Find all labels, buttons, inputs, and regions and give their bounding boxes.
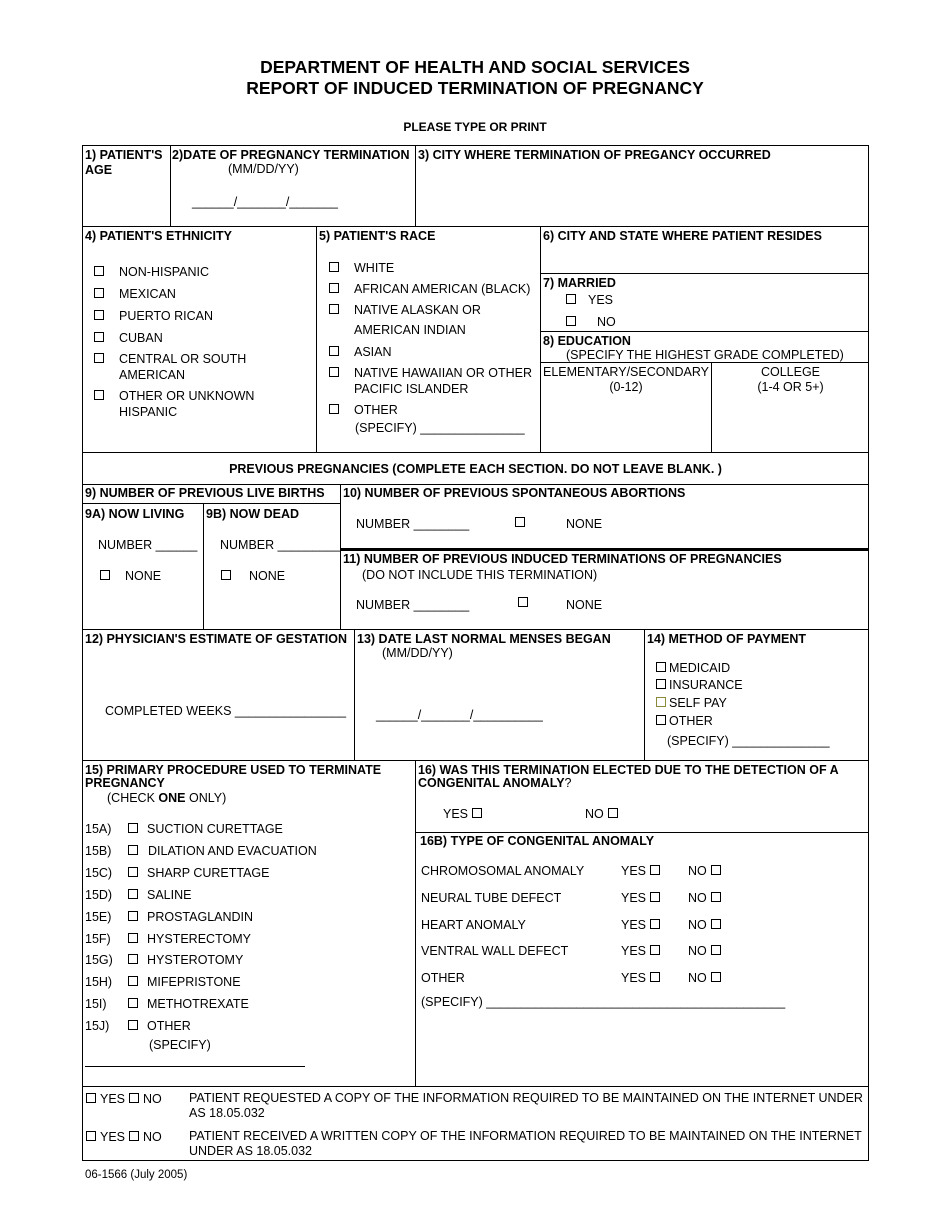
checkbox-icon[interactable] <box>656 679 666 689</box>
completed-weeks-field[interactable]: COMPLETED WEEKS ________________ <box>105 704 347 718</box>
checkbox-icon[interactable] <box>86 1131 96 1141</box>
checkbox-icon[interactable] <box>329 304 339 314</box>
ethnicity-option[interactable]: NON-HISPANIC <box>94 264 269 280</box>
instruction-text: PLEASE TYPE OR PRINT <box>403 120 547 134</box>
s1-label: 1) PATIENT'S AGE <box>85 148 163 177</box>
anomaly-yes[interactable]: YES <box>621 863 660 879</box>
procedure-option[interactable]: 15C) SHARP CURETTAGE <box>85 866 270 880</box>
now-living-number-field[interactable]: NUMBER ______ <box>98 538 198 552</box>
checkbox-icon[interactable] <box>94 390 104 400</box>
anomaly-type-label: HEART ANOMALY <box>421 918 526 932</box>
procedure-specify-line[interactable] <box>85 1066 305 1067</box>
anomaly-no[interactable]: NO <box>688 970 721 986</box>
spontaneous-number-field[interactable]: NUMBER ________ <box>356 517 470 531</box>
checkbox-icon[interactable] <box>329 404 339 414</box>
checkbox-icon[interactable] <box>329 367 339 377</box>
married-yes[interactable]: YES <box>566 292 613 308</box>
anomaly-no[interactable]: NO <box>688 917 721 933</box>
s16b-label: 16B) TYPE OF CONGENITAL ANOMALY <box>420 834 655 848</box>
anomaly-elected-yes[interactable]: YES <box>443 806 482 822</box>
anomaly-specify-field[interactable]: (SPECIFY) ___________________________________________ <box>421 995 786 1009</box>
checkbox-icon[interactable] <box>650 972 660 982</box>
induced-none-checkbox-icon[interactable] <box>518 597 528 607</box>
s9a-label: 9A) NOW LIVING <box>85 507 185 521</box>
checkbox-icon[interactable] <box>128 845 138 855</box>
anomaly-type-label: CHROMOSOMAL ANOMALY <box>421 864 585 878</box>
checkbox-icon[interactable] <box>128 823 138 833</box>
race-option[interactable]: ASIAN <box>329 344 544 360</box>
anomaly-elected-no[interactable]: NO <box>585 806 618 822</box>
procedure-option[interactable]: 15J) OTHER <box>85 1019 191 1033</box>
s9-label: 9) NUMBER OF PREVIOUS LIVE BIRTHS <box>85 486 325 500</box>
race-option[interactable]: OTHER <box>329 402 544 418</box>
now-dead-none[interactable]: NONE <box>221 568 285 584</box>
checkbox-icon[interactable] <box>711 865 721 875</box>
procedure-option[interactable]: 15A) SUCTION CURETTAGE <box>85 822 283 836</box>
request-copy-yesno[interactable]: YES NO <box>86 1091 162 1107</box>
checkbox-icon[interactable] <box>94 266 104 276</box>
checkbox-icon[interactable] <box>94 288 104 298</box>
s3-label: 3) CITY WHERE TERMINATION OF PREGANCY OCCURRED <box>418 148 771 162</box>
payment-specify-field[interactable]: (SPECIFY) ______________ <box>667 734 830 748</box>
checkbox-icon[interactable] <box>94 353 104 363</box>
s8-label: 8) EDUCATION <box>543 334 631 348</box>
induced-none-label: NONE <box>566 598 603 612</box>
anomaly-no[interactable]: NO <box>688 863 721 879</box>
s11-sub: (DO NOT INCLUDE THIS TERMINATION) <box>362 568 598 582</box>
education-elementary-range: (0-12) <box>609 380 643 394</box>
checkbox-icon[interactable] <box>128 933 138 943</box>
s10-label: 10) NUMBER OF PREVIOUS SPONTANEOUS ABORTIONS <box>343 486 686 500</box>
anomaly-type-label: OTHER <box>421 971 465 985</box>
ethnicity-option[interactable]: PUERTO RICAN <box>94 308 269 324</box>
previous-pregnancies-banner: PREVIOUS PREGNANCIES (COMPLETE EACH SECTION. DO NOT LEAVE BLANK. ) <box>229 462 722 476</box>
s15-label-line2: PREGNANCY <box>85 776 165 790</box>
checkbox-icon[interactable] <box>711 972 721 982</box>
checkbox-icon[interactable] <box>656 662 666 672</box>
now-dead-number-field[interactable]: NUMBER _________ <box>220 538 341 552</box>
checkbox-icon[interactable] <box>94 310 104 320</box>
checkbox-icon[interactable] <box>711 919 721 929</box>
checkbox-icon[interactable] <box>608 808 618 818</box>
checkbox-icon[interactable] <box>711 892 721 902</box>
termination-date-field[interactable]: ______/_______/_______ <box>192 195 338 209</box>
education-elementary-label: ELEMENTARY/SECONDARY <box>542 365 709 379</box>
checkbox-icon[interactable] <box>656 715 666 725</box>
form-title-line1: DEPARTMENT OF HEALTH AND SOCIAL SERVICES <box>260 57 690 77</box>
checkbox-icon[interactable] <box>128 889 138 899</box>
procedure-specify-label: (SPECIFY) <box>149 1038 211 1052</box>
termination-city-field[interactable] <box>418 170 866 222</box>
education-college[interactable] <box>712 365 869 395</box>
checkbox-icon[interactable] <box>129 1131 139 1141</box>
checkbox-icon[interactable] <box>128 998 138 1008</box>
procedure-option[interactable]: 15H) MIFEPRISTONE <box>85 975 241 989</box>
checkbox-icon[interactable] <box>128 976 138 986</box>
spontaneous-none-label: NONE <box>566 517 603 531</box>
request-copy-statement: PATIENT REQUESTED A COPY OF THE INFORMATION REQUIRED TO BE MAINTAINED ON THE INTERNET UNDER AS 18.05.032 <box>189 1091 863 1120</box>
spontaneous-none-checkbox-icon[interactable] <box>515 517 525 527</box>
procedure-option[interactable]: 15D) SALINE <box>85 888 192 902</box>
s6-label: 6) CITY AND STATE WHERE PATIENT RESIDES <box>543 229 822 243</box>
payment-option[interactable]: SELF PAY <box>656 695 727 711</box>
ethnicity-option[interactable]: CUBAN <box>94 330 269 346</box>
procedure-option[interactable]: 15B) DILATION AND EVACUATION <box>85 844 317 858</box>
checkbox-icon[interactable] <box>329 283 339 293</box>
anomaly-type-label: NEURAL TUBE DEFECT <box>421 891 562 905</box>
ethnicity-option[interactable]: CENTRAL OR SOUTH AMERICAN <box>94 351 259 383</box>
checkbox-icon[interactable] <box>329 262 339 272</box>
s15-label-line1: 15) PRIMARY PROCEDURE USED TO TERMINATE <box>85 763 382 777</box>
s16-label-line1: 16) WAS THIS TERMINATION ELECTED DUE TO THE DETECTION OF A <box>418 763 839 777</box>
education-college-range: (1-4 OR 5+) <box>757 380 824 394</box>
s15-check-one: (CHECK ONE ONLY) <box>107 791 227 805</box>
anomaly-yes[interactable]: YES <box>621 917 660 933</box>
form-id: 06-1566 (July 2005) <box>85 1169 188 1181</box>
race-option[interactable]: AFRICAN AMERICAN (BLACK) <box>329 281 544 297</box>
now-living-none[interactable]: NONE <box>100 568 161 584</box>
checkbox-icon[interactable] <box>94 332 104 342</box>
race-specify-field[interactable]: (SPECIFY) _______________ <box>355 421 525 435</box>
checkbox-icon[interactable] <box>128 1020 138 1030</box>
s13-format: (MM/DD/YY) <box>382 646 453 660</box>
s13-label: 13) DATE LAST NORMAL MENSES BEGAN <box>357 632 611 646</box>
race-option[interactable]: WHITE <box>329 260 544 276</box>
received-copy-statement: PATIENT RECEIVED A WRITTEN COPY OF THE INFORMATION REQUIRED TO BE MAINTAINED ON THE INTERNET UNDER AS 18.05.032 <box>189 1129 862 1158</box>
s11-label: 11) NUMBER OF PREVIOUS INDUCED TERMINATIONS OF PREGNANCIES <box>343 552 782 566</box>
checkbox-icon[interactable] <box>650 865 660 875</box>
anomaly-no[interactable]: NO <box>688 890 721 906</box>
anomaly-yes[interactable]: YES <box>621 890 660 906</box>
s12-label: 12) PHYSICIAN'S ESTIMATE OF GESTATION <box>85 632 348 646</box>
checkbox-icon[interactable] <box>128 954 138 964</box>
checkbox-icon[interactable] <box>650 945 660 955</box>
ethnicity-option[interactable]: MEXICAN <box>94 286 269 302</box>
procedure-option[interactable]: 15E) PROSTAGLANDIN <box>85 910 254 924</box>
checkbox-icon[interactable] <box>566 294 576 304</box>
s5-label: 5) PATIENT'S RACE <box>319 229 436 243</box>
checkbox-icon[interactable] <box>711 945 721 955</box>
anomaly-no[interactable]: NO <box>688 943 721 959</box>
checkbox-icon[interactable] <box>472 808 482 818</box>
payment-option[interactable]: OTHER <box>656 713 713 729</box>
payment-option[interactable]: INSURANCE <box>656 677 743 693</box>
s9b-label: 9B) NOW DEAD <box>206 507 300 521</box>
checkbox-icon[interactable] <box>221 570 231 580</box>
s2-label: 2)DATE OF PREGNANCY TERMINATION <box>172 148 410 162</box>
checkbox-icon[interactable] <box>128 867 138 877</box>
race-option[interactable]: NATIVE HAWAIIAN OR OTHER PACIFIC ISLANDER <box>329 365 549 397</box>
anomaly-yes[interactable]: YES <box>621 970 660 986</box>
education-elementary[interactable] <box>541 365 711 395</box>
procedure-option[interactable]: 15G) HYSTEROTOMY <box>85 953 244 967</box>
form-title-line2: REPORT OF INDUCED TERMINATION OF PREGNANCY <box>246 78 704 98</box>
induced-number-field[interactable]: NUMBER ________ <box>356 598 470 612</box>
checkbox-icon[interactable] <box>566 316 576 326</box>
procedure-option[interactable]: 15I) METHOTREXATE <box>85 997 249 1011</box>
checkbox-icon[interactable] <box>129 1093 139 1103</box>
checkbox-icon[interactable] <box>329 346 339 356</box>
race-option[interactable]: NATIVE ALASKAN OR AMERICAN INDIAN <box>329 302 504 340</box>
residence-field[interactable] <box>543 246 865 270</box>
checkbox-icon[interactable] <box>656 697 666 707</box>
anomaly-yes[interactable]: YES <box>621 943 660 959</box>
s4-label: 4) PATIENT'S ETHNICITY <box>85 229 232 243</box>
ethnicity-option[interactable]: OTHER OR UNKNOWN HISPANIC <box>94 388 259 420</box>
patient-age-field[interactable] <box>85 180 167 222</box>
anomaly-type-label: VENTRAL WALL DEFECT <box>421 944 569 958</box>
last-menses-date-field[interactable]: ______/_______/__________ <box>376 708 543 722</box>
checkbox-icon[interactable] <box>650 919 660 929</box>
checkbox-icon[interactable] <box>86 1093 96 1103</box>
married-no[interactable]: NO <box>566 314 616 330</box>
procedure-option[interactable]: 15F) HYSTERECTOMY <box>85 932 251 946</box>
s7-label: 7) MARRIED <box>543 276 616 290</box>
s16-label-line2: CONGENITAL ANOMALY? <box>418 776 572 790</box>
s2-format: (MM/DD/YY) <box>228 162 299 176</box>
payment-option[interactable]: MEDICAID <box>656 660 730 676</box>
s8-sub: (SPECIFY THE HIGHEST GRADE COMPLETED) <box>566 348 844 362</box>
checkbox-icon[interactable] <box>128 911 138 921</box>
checkbox-icon[interactable] <box>100 570 110 580</box>
checkbox-icon[interactable] <box>650 892 660 902</box>
education-college-label: COLLEGE <box>760 365 821 379</box>
received-copy-yesno[interactable]: YES NO <box>86 1129 162 1145</box>
s14-label: 14) METHOD OF PAYMENT <box>647 632 807 646</box>
